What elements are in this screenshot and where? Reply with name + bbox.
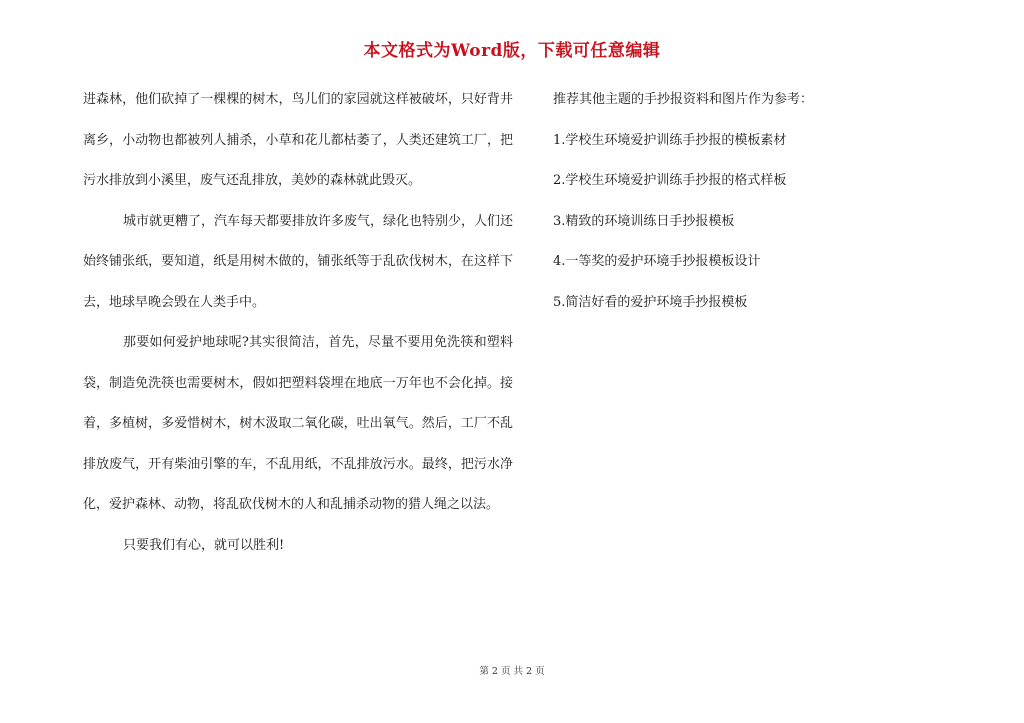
paragraph-how-to-protect: 那要如何爱护地球呢?其实很简洁，首先，尽量不要用免洗筷和塑料袋，制造免洗筷也需要树木，假如把塑料袋埋在地底一万年也不会化掉。接着，多植树，多爱惜树木，树木汲取二氧化碳，吐出氧气。然后，工厂不乱排放废气，开有柴油引擎的车，不乱用纸，不乱排放污水。最终，把污水净化，爱护森林、动物，将乱砍伐树木的人和乱捕杀动物的猎人绳之以法。 — [83, 335, 513, 512]
page-number: 第 2 页 共 2 页 — [479, 666, 545, 677]
recommendation-item: 4.一等奖的爱护环境手抄报模板设计 — [553, 254, 761, 269]
recommendation-intro: 推荐其他主题的手抄报资料和图片作为参考： — [553, 92, 814, 107]
recommendation-item: 5.简洁好看的爱护环境手抄报模板 — [553, 294, 748, 310]
paragraph-forest: 进森林，他们砍掉了一棵棵的树木，鸟儿们的家园就这样被破坏，只好背井离乡，小动物也都被列人捕杀，小草和花儿都枯萎了，人类还建筑工厂，把污水排放到小溪里，废气还乱排放，美妙的森林就此毁灭。 — [83, 92, 513, 188]
recommendation-column — [553, 80, 953, 323]
left-text-column — [83, 80, 513, 566]
recommendation-item: 3.精致的环境训练日手抄报模板 — [553, 213, 735, 229]
paragraph-conclusion: 只要我们有心，就可以胜利! — [123, 537, 285, 553]
document-banner: 本文格式为Word版，下载可任意编辑 — [363, 41, 661, 61]
recommendation-item: 2.学校生环境爱护训练手抄报的格式样板 — [553, 173, 787, 188]
recommendation-item: 1.学校生环境爱护训练手抄报的模板素材 — [553, 132, 787, 148]
paragraph-city: 城市就更糟了，汽车每天都要排放许多废气，绿化也特别少，人们还始终铺张纸，要知道，纸是用树木做的，铺张纸等于乱砍伐树木，在这样下去，地球早晚会毁在人类手中。 — [83, 213, 514, 310]
